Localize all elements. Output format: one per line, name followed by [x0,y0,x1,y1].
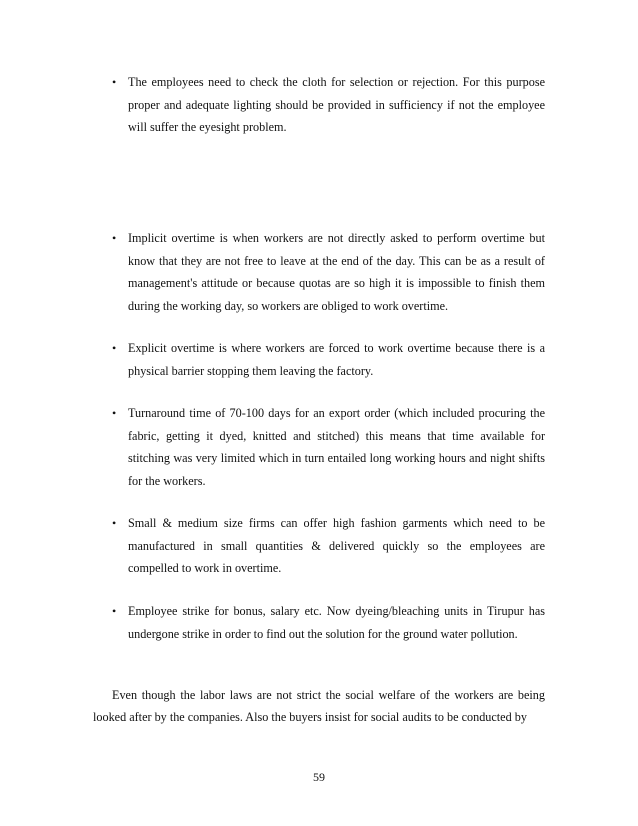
bullet-text: The employees need to check the cloth for selection or rejection. For this purpose proper and adequate lighting should be provided in sufficiency if not the employee will suffer the eyesight problem. [128,75,545,134]
bullet-marker: • [112,604,117,618]
bullet-item-explicit-overtime [112,337,545,382]
bullet-marker: • [112,406,117,420]
bullet-text: Explicit overtime is where workers are forced to work overtime because there is a physical barrier stopping them leaving the factory. [128,341,545,378]
bullet-marker: • [112,341,117,355]
bullet-item-lighting [112,71,545,139]
bullet-item-implicit-overtime [112,227,545,317]
page-number: 59 [313,770,325,784]
bullet-text: Employee strike for bonus, salary etc. Now dyeing/bleaching units in Tirupur has undergone strike in order to find out the solution for the ground water pollution. [128,604,545,641]
bullet-text: Small & medium size firms can offer high fashion garments which need to be manufactured in small quantities & delivered quickly so the employees are compelled to work in overtime. [128,516,545,575]
bullet-item-turnaround-time [112,402,545,492]
bullet-item-employee-strike [112,600,545,645]
bullet-text: Implicit overtime is when workers are not directly asked to perform overtime but know that they are not free to leave at the end of the day. This can be as a result of management's attitude or because quotas are so high it is impossible to finish them during the working day, so workers are obliged to work overtime. [128,231,545,313]
bullet-marker: • [112,231,117,245]
bullet-text: Turnaround time of 70-100 days for an export order (which included procuring the fabric, getting it dyed, knitted and stitched) this means that time available for stitching was very limited which in turn entailed long working hours and night shifts for the workers. [128,406,545,488]
bullet-item-small-medium-firms [112,512,545,580]
bullet-marker: • [112,75,117,89]
body-paragraph: Even though the labor laws are not strict the social welfare of the workers are being looked after by the companies. Also the buyers insist for social audits to be conducted by [93,688,545,724]
bullet-marker: • [112,516,117,530]
